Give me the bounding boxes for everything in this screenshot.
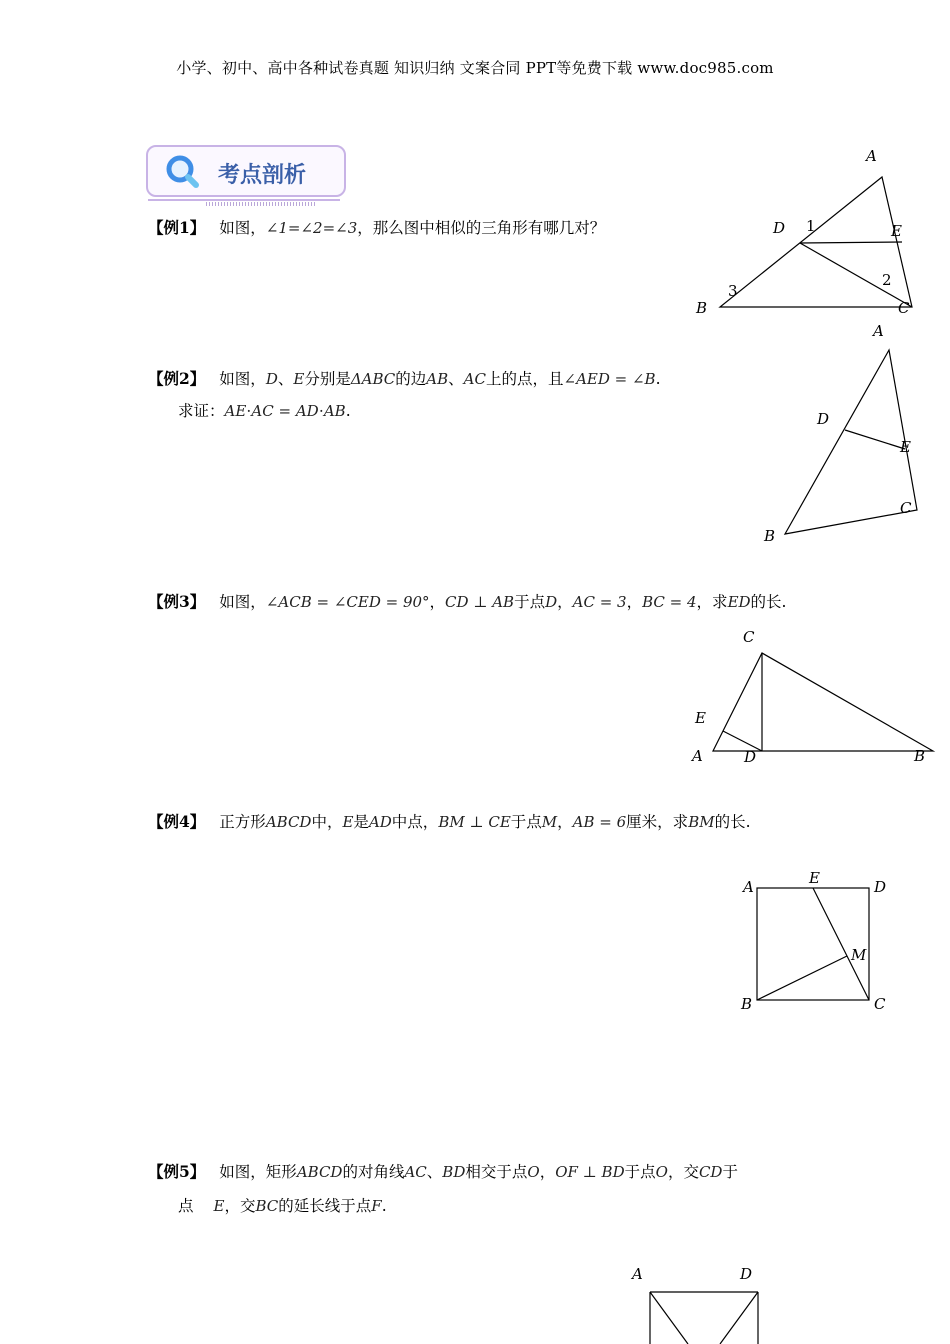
math: AC (463, 370, 486, 388)
math: M (541, 813, 558, 831)
math: D (545, 593, 558, 611)
example-4-tag: 【例4】 (148, 812, 206, 831)
label-c: C (900, 499, 912, 517)
text: 如图， (219, 370, 266, 388)
segment-ec (813, 888, 869, 1000)
math: ED (727, 593, 751, 611)
text: 中， (311, 813, 343, 831)
magnifier-icon (162, 151, 206, 191)
label-b: B (764, 527, 776, 545)
text: 的延长线于点 (278, 1197, 372, 1215)
text: ，交 (667, 1163, 699, 1181)
math: F (371, 1197, 382, 1215)
triangle-abc (713, 653, 933, 751)
label-a: A (743, 878, 754, 896)
math: AC (404, 1163, 427, 1181)
text: 是 (353, 813, 369, 831)
badge-underline (148, 199, 340, 201)
example-5-figure (620, 1260, 780, 1344)
example-2-tag: 【例2】 (148, 369, 206, 388)
math: ∠ACB = ∠CED = 90° (265, 593, 430, 611)
text: 正方形 (219, 813, 266, 831)
label-angle-2: 2 (882, 271, 892, 289)
math: AB (426, 370, 449, 388)
text: 的边 (395, 370, 427, 388)
example-3-figure (685, 622, 940, 772)
square-abcd (757, 888, 869, 1000)
segment-de (800, 242, 902, 243)
math: ABCD (296, 1163, 343, 1181)
triangle-abc (785, 350, 917, 534)
text: 厘米，求 (626, 813, 689, 831)
math: O (655, 1163, 668, 1181)
example-2-text (148, 368, 661, 390)
text: . (381, 1197, 387, 1215)
text: ， (557, 813, 573, 831)
math: CD (698, 1163, 723, 1181)
math: ΔABC (350, 370, 396, 388)
example-5-text (148, 1161, 738, 1183)
label-d: D (744, 748, 757, 766)
text: ， (557, 593, 573, 611)
example-4-figure (735, 865, 900, 1020)
label-d: D (740, 1265, 753, 1283)
label-c: C (898, 299, 910, 317)
math: BM ⊥ CE (438, 813, 511, 831)
math: E (342, 813, 354, 831)
math: CD ⊥ AB (445, 593, 515, 611)
text: 点 (178, 1197, 194, 1215)
text: . (655, 370, 661, 388)
math: ∠1=∠2=∠3 (265, 219, 358, 237)
diagonal-bd (720, 1292, 758, 1344)
text: ， (429, 593, 446, 611)
math: OF ⊥ BD (555, 1163, 625, 1181)
math: ABCD (265, 813, 312, 831)
math: AE⋅AC = AD⋅AB (224, 402, 346, 420)
label-a: A (692, 747, 703, 765)
example-1-text (148, 217, 605, 239)
text: 于 (722, 1163, 738, 1181)
math: D (265, 370, 278, 388)
example-2-proof-line (178, 400, 351, 422)
text: 求证： (178, 402, 225, 420)
math: E (293, 370, 305, 388)
text: 的长. (714, 813, 751, 831)
text: 如图， (219, 593, 266, 611)
label-a: A (866, 147, 877, 165)
text: . (345, 402, 351, 420)
text: ， (626, 593, 643, 611)
text: 于点 (510, 813, 542, 831)
label-b: B (696, 299, 708, 317)
label-d: D (874, 878, 887, 896)
label-angle-3: 3 (728, 282, 738, 300)
badge-hatch (206, 202, 316, 206)
label-c: C (874, 995, 886, 1013)
label-b: B (741, 995, 753, 1013)
text: 如图，矩形 (219, 1163, 297, 1181)
label-e: E (900, 438, 911, 456)
math: E (213, 1197, 225, 1215)
example-5-text-line-2 (178, 1195, 387, 1217)
label-c: C (743, 628, 755, 646)
example-3-text (148, 591, 786, 613)
text: 上的点，且 (485, 370, 564, 388)
label-e: E (695, 709, 706, 727)
diagonal-ac (650, 1292, 688, 1344)
badge-title: 考点剖析 (218, 163, 307, 188)
math: AC = 3 (572, 593, 627, 611)
math: AD (368, 813, 392, 831)
text: 于点 (624, 1163, 656, 1181)
math: BM (688, 813, 715, 831)
text: 于点 (514, 593, 546, 611)
math: O (527, 1163, 540, 1181)
label-b: B (914, 747, 926, 765)
label-a: A (873, 322, 884, 340)
label-e: E (809, 869, 820, 887)
example-3-tag: 【例3】 (148, 592, 206, 611)
label-e: E (891, 222, 902, 240)
text: 的对角线 (342, 1163, 405, 1181)
segment-de (845, 430, 905, 449)
label-m: M (851, 946, 867, 964)
label-a: A (632, 1265, 643, 1283)
text: 中点， (391, 813, 439, 831)
example-1-figure (690, 140, 930, 325)
example-5-tag: 【例5】 (148, 1162, 206, 1181)
text: ，交 (224, 1197, 256, 1215)
text: ，那么图中相似的三角形有哪几对？ (357, 219, 606, 237)
label-d: D (773, 219, 786, 237)
text: 的长. (750, 593, 787, 611)
segment-ed (723, 731, 762, 751)
example-2-figure (755, 318, 930, 548)
section-badge (146, 145, 346, 207)
text: 如图， (219, 219, 266, 237)
page-header: 小学、初中、高中各种试卷真题 知识归纳 文案合同 PPT等免费下载 www.doc985.com (176, 59, 774, 77)
label-angle-1: 1 (806, 217, 816, 235)
text: 、 (277, 370, 294, 388)
math: BC = 4 (642, 593, 697, 611)
text: 相交于点 (465, 1163, 528, 1181)
text: ，求 (696, 593, 728, 611)
example-1-tag: 【例1】 (148, 218, 206, 237)
text: 、 (448, 370, 464, 388)
label-d: D (817, 410, 830, 428)
text: ， (539, 1163, 556, 1181)
text: 、 (426, 1163, 443, 1181)
segment-bm (757, 956, 847, 1000)
math: BD (442, 1163, 466, 1181)
math: BC (255, 1197, 279, 1215)
segment-dc (800, 243, 912, 307)
math: ∠AED = ∠B (563, 370, 656, 388)
example-4-text (148, 811, 751, 833)
math: AB = 6 (572, 813, 627, 831)
text: 分别是 (304, 370, 351, 388)
